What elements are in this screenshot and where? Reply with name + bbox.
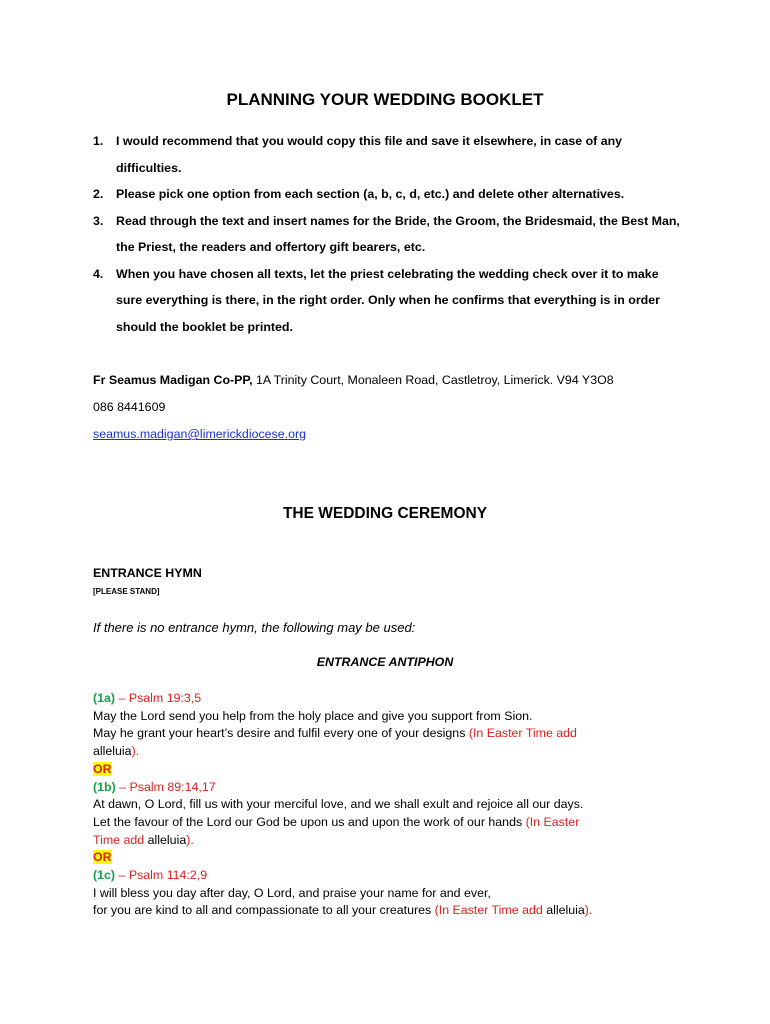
list-text: Read through the text and insert names for the Bride, the Groom, the Bridesmaid, the Best Man, the Priest, the readers and offertory gift bearers, etc. [116, 213, 680, 254]
list-number: 4. [93, 266, 104, 281]
easter-note: (In Easter Time add [468, 726, 577, 741]
easter-note: (In Easter Time add [434, 903, 543, 918]
page-title: PLANNING YOUR WEDDING BOOKLET [226, 90, 544, 109]
antiphon-line: I will bless you day after day, O Lord, and praise your name for and ever, [93, 885, 491, 900]
or-separator [93, 849, 693, 867]
contact-name: Fr Seamus Madigan Co-PP, [93, 373, 253, 387]
email-link[interactable]: seamus.madigan@limerickdiocese.org [93, 427, 306, 441]
contact-address: 1A Trinity Court, Monaleen Road, Castletroy, Limerick. V94 Y3O8 [252, 373, 614, 387]
entrance-hymn-heading: ENTRANCE HYMN [93, 566, 202, 580]
antiphon-label: (1c) [93, 868, 116, 883]
antiphon-a-heading [93, 690, 693, 708]
list-item [93, 261, 683, 341]
easter-note: ). [186, 832, 194, 847]
ceremony-title: THE WEDDING CEREMONY [282, 505, 488, 522]
easter-note: (In Easter [525, 814, 580, 829]
or-separator [93, 761, 693, 779]
antiphon-text: for you are kind to all and compassionate to all your creatures [93, 903, 435, 918]
dash: – [115, 691, 129, 705]
psalm-reference: Psalm 114:2,9 [128, 868, 208, 883]
antiphon-line [93, 814, 693, 832]
antiphon-line [93, 743, 693, 761]
contact-phone: 086 8441609 [93, 400, 166, 414]
dash: – [115, 779, 130, 794]
antiphon-line: May the Lord send you help from the holy place and give you support from Sion. [93, 708, 533, 723]
list-item [93, 128, 683, 181]
list-text: I would recommend that you would copy this file and save it elsewhere, in case of any difficulties. [116, 134, 623, 175]
easter-note: ). [584, 903, 593, 918]
or-label: OR [93, 850, 112, 865]
antiphon-b-heading [93, 779, 693, 797]
antiphon-title: ENTRANCE ANTIPHON [316, 655, 454, 669]
easter-note: ). [131, 744, 140, 759]
psalm-reference: Psalm 89:14,17 [129, 779, 216, 794]
antiphon-options [93, 690, 693, 920]
list-number: 2. [93, 187, 104, 201]
list-text: When you have chosen all texts, let the priest celebrating the wedding check over it to make sure everything is there, in the right order. Only when he confirms that everything is in order should the booklet be printed. [116, 266, 660, 334]
contact-block [93, 367, 713, 448]
easter-note: Time add [93, 832, 145, 847]
dash: – [115, 868, 129, 883]
antiphon-c-heading [93, 867, 693, 885]
antiphon-label: (1b) [93, 779, 116, 794]
list-text: Please pick one option from each section (a, b, c, d, etc.) and delete other alternatives. [116, 187, 625, 201]
list-item [93, 208, 683, 261]
list-number: 1. [93, 134, 104, 148]
antiphon-line [93, 832, 693, 850]
please-stand-note: [PLEASE STAND] [93, 587, 160, 596]
antiphon-text: Let the favour of the Lord our God be upon us and upon the work of our hands [93, 814, 526, 829]
list-item [93, 181, 683, 208]
antiphon-line [93, 725, 693, 743]
instruction-list [93, 128, 683, 340]
antiphon-text: alleluia [93, 744, 132, 759]
antiphon-text: alleluia [542, 903, 585, 918]
list-number: 3. [93, 213, 104, 228]
antiphon-line [93, 902, 693, 920]
or-label: OR [93, 761, 112, 776]
antiphon-line: At dawn, O Lord, fill us with your merciful love, and we shall exult and rejoice all our days. [93, 797, 584, 812]
antiphon-label: (1a) [93, 691, 116, 705]
contact-address-line [93, 367, 713, 394]
psalm-reference: Psalm 19:3,5 [128, 691, 202, 705]
antiphon-text: alleluia [144, 832, 187, 847]
antiphon-text: May he grant your heart’s desire and fulfil every one of your designs [93, 726, 469, 741]
intro-text: If there is no entrance hymn, the following may be used: [93, 620, 416, 635]
